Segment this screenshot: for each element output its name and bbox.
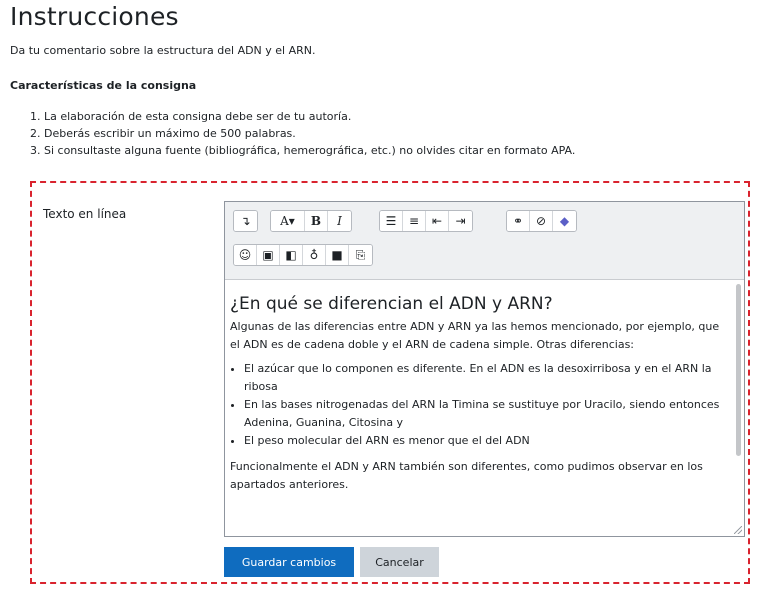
content-bullet: • El azúcar que lo componen es diferente. En el ADN es la desoxirribosa y en el ARN la ribosa — [244, 360, 728, 396]
font-style-dropdown[interactable]: A▾ — [271, 211, 305, 231]
link-icon[interactable]: ⚭ — [507, 211, 530, 231]
content-bullet: • El peso molecular del ARN es menor que el del ADN — [244, 432, 728, 450]
content-paragraph: Funcionalmente el ADN y ARN también son diferentes, como pudimos observar en los apartados anteriores. — [230, 460, 703, 491]
editor-scrollbar[interactable] — [734, 282, 742, 534]
section-title: Características de la consigna — [10, 79, 197, 92]
toolbar-group-collapse — [233, 210, 258, 232]
toolbar-group-links — [506, 210, 577, 232]
rule-item: 3. Si consultaste alguna fuente (bibliográfica, hemerográfica, etc.) no olvides citar en formato APA. — [30, 144, 576, 157]
content-bullet: • En las bases nitrogenadas del ARN la Timina se sustituye por Uracilo, siendo entonces Adenina, Guanina, Citosina y — [244, 396, 728, 432]
unlink-icon[interactable]: ⊘ — [530, 211, 553, 231]
text-editor[interactable] — [224, 201, 745, 537]
editor-toolbar — [225, 202, 744, 280]
save-button[interactable]: Guardar cambios — [224, 547, 354, 577]
rules-list — [30, 108, 575, 159]
rule-item: 2. Deberás escribir un máximo de 500 palabras. — [30, 127, 296, 140]
outdent-icon[interactable]: ⇤ — [426, 211, 449, 231]
teams-icon[interactable]: ◆ — [553, 211, 576, 231]
microphone-icon[interactable]: ♁ — [303, 245, 326, 265]
editor-content[interactable] — [225, 280, 732, 536]
media-icon[interactable]: ◧ — [280, 245, 303, 265]
collapse-toolbar-icon[interactable]: ↴ — [234, 211, 257, 231]
italic-icon[interactable]: I — [328, 211, 351, 231]
intro-text: Da tu comentario sobre la estructura del ADN y el ARN. — [10, 44, 316, 57]
field-label: Texto en línea — [43, 207, 127, 221]
content-paragraph: Algunas de las diferencias entre ADN y ARN ya las hemos mencionado, por ejemplo, que el ADN es de cadena doble y el ARN de cadena simple. Otras diferencias: — [230, 320, 720, 351]
manage-files-icon[interactable]: ⎘ — [349, 245, 372, 265]
unordered-list-icon[interactable]: ☰ — [380, 211, 403, 231]
cancel-button[interactable]: Cancelar — [360, 547, 439, 577]
scrollbar-thumb[interactable] — [736, 284, 741, 456]
image-icon[interactable]: ▣ — [257, 245, 280, 265]
emoji-icon[interactable]: ☺ — [234, 245, 257, 265]
toolbar-group-lists — [379, 210, 473, 232]
toolbar-group-format — [270, 210, 352, 232]
resize-grip-icon[interactable] — [734, 526, 742, 534]
video-icon[interactable]: ■ — [326, 245, 349, 265]
rule-item: 1. La elaboración de esta consigna debe ser de tu autoría. — [30, 110, 352, 123]
content-bullet-list — [230, 360, 728, 450]
content-heading: ¿En qué se diferencian el ADN y ARN? — [230, 294, 553, 314]
ordered-list-icon[interactable]: ≡ — [403, 211, 426, 231]
toolbar-group-media — [233, 244, 373, 266]
indent-icon[interactable]: ⇥ — [449, 211, 472, 231]
page-title: Instrucciones — [10, 2, 179, 31]
bold-icon[interactable]: B — [305, 211, 328, 231]
